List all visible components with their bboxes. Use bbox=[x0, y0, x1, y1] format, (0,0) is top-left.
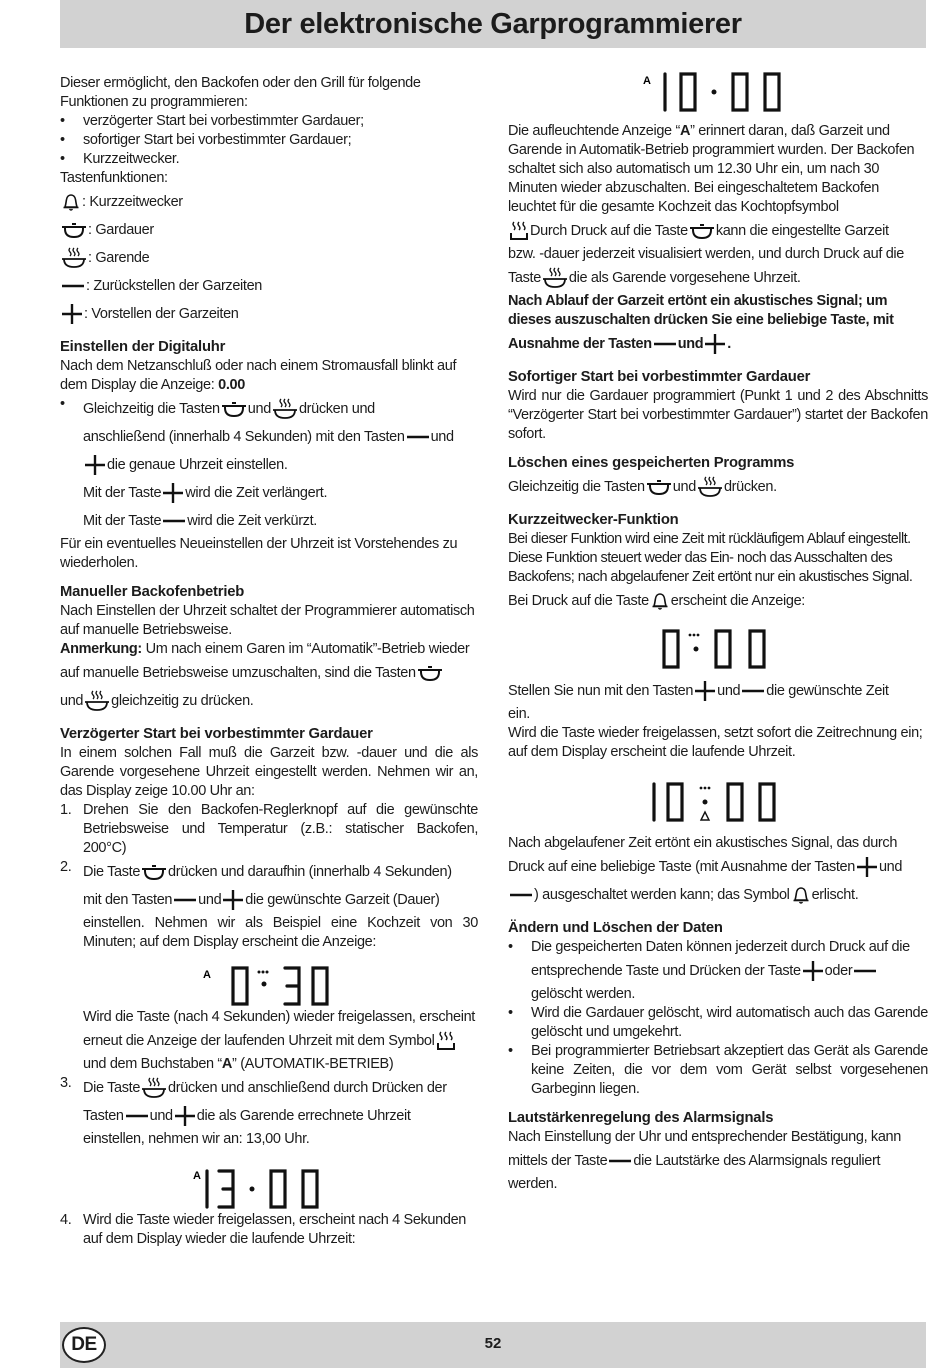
steaming-pot-icon bbox=[272, 398, 298, 420]
section-heading: Löschen eines gespeicherten Programms bbox=[508, 455, 795, 471]
key-row-end: : Garende bbox=[60, 244, 478, 272]
section-heading: Ändern und Löschen der Daten bbox=[508, 920, 723, 936]
cooking-symbol-icon bbox=[436, 1031, 456, 1051]
manual-note-line: auf manuelle Betriebsweise umzuschalten, sind die Tasten bbox=[60, 659, 478, 687]
pot-icon bbox=[689, 222, 715, 240]
step-2: 2. Die Taste drücken und daraufhin (innerhalb 4 Sekunden) mit den Tasten und die gewünschte Garzeit (Dauer) einstellen. Nehmen wir als Beispiel eine Kochzeit von 30 Minuten; auf dem Display erscheint die Anzeige: A Wird die Taste (nach 4 Sekunden) wieder freigelassen, erscheint erneut die Anzeige der laufenden Uhrzeit mit dem Symbol und dem Buchstaben “A” (AUTOMATIK-BETRIEB) bbox=[60, 859, 478, 1072]
manual-note: Anmerkung: Um nach einem Garen im “Automatik”-Betrieb wieder bbox=[60, 641, 470, 657]
section-heading: Verzögerter Start bei vorbestimmter Gardauer bbox=[60, 726, 373, 742]
left-column bbox=[60, 74, 478, 1249]
key-row-duration: : Gardauer bbox=[60, 216, 478, 244]
minus-icon bbox=[61, 281, 85, 291]
key-row-plus: : Vorstellen der Garzeiten bbox=[60, 300, 478, 328]
clock-line: anschließend (innerhalb 4 Sekunden) mit den Tasten und bbox=[83, 428, 454, 445]
svg-text:A: A bbox=[203, 969, 211, 981]
clock-note: Für ein eventuelles Neueinstellen der Uhrzeit ist Vorstehendes zu wiederholen. bbox=[60, 536, 458, 571]
right-column bbox=[508, 68, 928, 1194]
delayed-text: In einem solchen Fall muß die Garzeit bzw. -dauer und die als Garende vorgesehene Uhrzeit eingestellt werden. Nehmen wir an, das Display zeige 10.00 Uhr an: bbox=[60, 745, 478, 799]
display-running bbox=[508, 762, 928, 824]
display-duration bbox=[83, 952, 478, 1008]
page-number: 52 bbox=[484, 1335, 502, 1352]
visual-line: Durch Druck auf die Taste kann die eingestellte Garzeit bbox=[508, 217, 928, 245]
steaming-pot-icon bbox=[84, 690, 110, 712]
steaming-pot-icon bbox=[542, 267, 568, 289]
minus-icon bbox=[509, 890, 533, 900]
timer-line: Stellen Sie nun mit den Tasten und die gewünschte Zeit bbox=[508, 677, 928, 705]
display-current-time bbox=[508, 68, 928, 114]
list-item: • verzögerter Start bei vorbestimmter Gardauer; bbox=[60, 113, 364, 129]
display-timer bbox=[508, 615, 928, 671]
section-heading: Manueller Backofenbetrieb bbox=[60, 584, 245, 600]
pot-icon bbox=[141, 863, 167, 881]
plus-icon bbox=[84, 454, 106, 476]
clock-line: Mit der Taste wird die Zeit verkürzt. bbox=[83, 512, 317, 529]
page-title: Der elektronische Garprogrammierer bbox=[244, 8, 742, 40]
minus-icon bbox=[173, 895, 197, 905]
cooking-symbol-icon bbox=[509, 221, 529, 241]
manual-note-line: und gleichzeitig zu drücken. bbox=[60, 687, 478, 715]
plus-icon bbox=[856, 856, 878, 878]
list-item: • Wird die Gardauer gelöscht, wird automatisch auch das Garende gelöscht und umgekehrt. bbox=[508, 1005, 928, 1040]
minus-icon bbox=[853, 966, 877, 976]
seven-segment-display bbox=[648, 780, 788, 824]
minus-icon bbox=[653, 339, 677, 349]
visual-text: bzw. -dauer jederzeit visualisiert werden, und durch Druck auf die bbox=[508, 246, 904, 262]
list-item: • Gleichzeitig die Tasten und drücken und bbox=[60, 395, 478, 423]
footer-bar bbox=[60, 1322, 926, 1368]
svg-text:A: A bbox=[643, 75, 651, 87]
bell-icon bbox=[791, 885, 811, 905]
minus-icon bbox=[125, 1111, 149, 1121]
volume-text: werden. bbox=[508, 1176, 558, 1192]
volume-line: mittels der Taste die Lautstärke des Alarmsignals reguliert bbox=[508, 1152, 881, 1169]
seven-segment-display bbox=[658, 627, 778, 671]
section-heading: Kurzzeitwecker-Funktion bbox=[508, 512, 679, 528]
alarm-note-line: Ausnahme der Tasten und . bbox=[508, 330, 928, 358]
plus-icon bbox=[61, 303, 83, 325]
header-bar bbox=[60, 0, 926, 48]
minus-icon bbox=[406, 432, 430, 442]
pot-icon bbox=[646, 478, 672, 496]
clock-line: die genaue Uhrzeit einstellen. bbox=[60, 451, 478, 479]
delete-line: Gleichzeitig die Tasten und drücken. bbox=[508, 473, 928, 501]
plus-icon bbox=[222, 889, 244, 911]
display-end-time bbox=[83, 1149, 478, 1211]
pot-icon bbox=[61, 221, 87, 239]
section-heading: Einstellen der Digitaluhr bbox=[60, 339, 226, 355]
volume-text: Nach Einstellung der Uhr und entsprechender Bestätigung, kann bbox=[508, 1129, 901, 1145]
plus-icon bbox=[704, 333, 726, 355]
timer-text: Bei dieser Funktion wird eine Zeit mit rückläufigem Ablauf eingestellt. Diese Funktion steuert weder das Ein- noch das Ausschalten des Backofens; nach abgelaufener Zeit ertönt nur ein akustisches Signal. bbox=[508, 531, 913, 585]
key-row-minus: : Zurückstellen der Garzeiten bbox=[60, 272, 478, 300]
minus-icon bbox=[162, 516, 186, 526]
step-1: 1. Drehen Sie den Backofen-Reglerknopf auf die gewünschte Betriebsweise und Temperatur (z.B.: statischer Backofen, 200°C) bbox=[60, 802, 478, 856]
bell-icon bbox=[61, 192, 81, 212]
keys-label: Tastenfunktionen: bbox=[60, 170, 168, 186]
timer-line: Bei Druck auf die Taste erscheint die Anzeige: bbox=[508, 587, 928, 615]
seven-segment-display bbox=[203, 964, 343, 1008]
bell-icon bbox=[650, 591, 670, 611]
plus-icon bbox=[802, 960, 824, 982]
manual-text: Nach Einstellen der Uhrzeit schaltet der Programmierer automatisch auf manuelle Betriebsweise. bbox=[60, 603, 475, 638]
list-item: • Die gespeicherten Daten können jederzeit durch Druck auf die entsprechende Taste und Drücken der Taste oder gelöscht werden. bbox=[508, 939, 910, 1002]
display-explanation: Die aufleuchtende Anzeige “A” erinnert daran, daß Garzeit und Garende in Automatik-Betrieb programmiert wurden. Der Backofen schaltet sich also automatisch um 12.30 Uhr ein, um nach 30 Minuten wieder abzuschalten. Bei eingeschaltetem Backofen leuchtet für die gesamte Kochzeit das Kochtopfsymbol bbox=[508, 123, 915, 215]
step-3: 3. Die Taste drücken und anschließend durch Drücken der Tasten und die als Garende errechnete Uhrzeit einstellen, nehmen wir an: 13,00 Uhr. A bbox=[60, 1074, 478, 1211]
immediate-text: Wird nur die Gardauer programmiert (Punkt 1 und 2 des Abschnitts “Verzögerter Start bei vorbestimmter Gardauer”) startet der Backofen sofort. bbox=[508, 388, 928, 442]
steaming-pot-icon bbox=[697, 476, 723, 498]
seven-segment-display bbox=[193, 1167, 343, 1211]
pot-icon bbox=[417, 664, 443, 682]
seven-segment-display bbox=[643, 70, 798, 114]
timer-text: ein. bbox=[508, 706, 530, 722]
timer-end-line: ) ausgeschaltet werden kann; das Symbol erlischt. bbox=[508, 881, 928, 909]
section-heading: Lautstärkenregelung des Alarmsignals bbox=[508, 1110, 774, 1126]
list-item: • Kurzzeitwecker. bbox=[60, 151, 180, 167]
clock-text: Nach dem Netzanschluß oder nach einem Stromausfall blinkt auf dem Display die Anzeige: 0.00 bbox=[60, 358, 457, 393]
steaming-pot-icon bbox=[61, 247, 87, 269]
timer-end-line: Druck auf eine beliebige Taste (mit Ausnahme der Tasten und bbox=[508, 853, 928, 881]
intro-text: Dieser ermöglicht, den Backofen oder den Grill für folgende Funktionen zu programmieren: bbox=[60, 75, 421, 110]
timer-release: Wird die Taste wieder freigelassen, setzt sofort die Zeitrechnung ein; auf dem Display erscheint die laufende Uhrzeit. bbox=[508, 725, 923, 760]
language-badge: DE bbox=[62, 1327, 106, 1363]
visual-line: Taste die als Garende vorgesehene Uhrzeit. bbox=[508, 264, 928, 292]
list-item: • sofortiger Start bei vorbestimmter Gardauer; bbox=[60, 132, 352, 148]
plus-icon bbox=[174, 1105, 196, 1127]
svg-text:A: A bbox=[193, 1170, 201, 1182]
pot-icon bbox=[221, 400, 247, 418]
key-row-timer: : Kurzzeitwecker bbox=[60, 188, 478, 216]
plus-icon bbox=[162, 482, 184, 504]
alarm-note: Nach Ablauf der Garzeit ertönt ein akustisches Signal; um dieses auszuschalten drücken Sie eine beliebige Taste, mit bbox=[508, 293, 894, 328]
minus-icon bbox=[741, 686, 765, 696]
clock-line: Mit der Taste wird die Zeit verlängert. bbox=[60, 479, 478, 507]
list-item: • Bei programmierter Betriebsart akzeptiert das Gerät als Garende keine Zeiten, die vor dem vom Gerät selbst vorgesehenen Garbeginn liegen. bbox=[508, 1043, 928, 1097]
step-4: 4. Wird die Taste wieder freigelassen, erscheint nach 4 Sekunden auf dem Display wieder die laufende Uhrzeit: bbox=[60, 1212, 467, 1247]
timer-end: Nach abgelaufener Zeit ertönt ein akustisches Signal, das durch bbox=[508, 835, 898, 851]
minus-icon bbox=[608, 1156, 632, 1166]
plus-icon bbox=[694, 680, 716, 702]
section-heading: Sofortiger Start bei vorbestimmter Gardauer bbox=[508, 369, 811, 385]
steaming-pot-icon bbox=[141, 1077, 167, 1099]
